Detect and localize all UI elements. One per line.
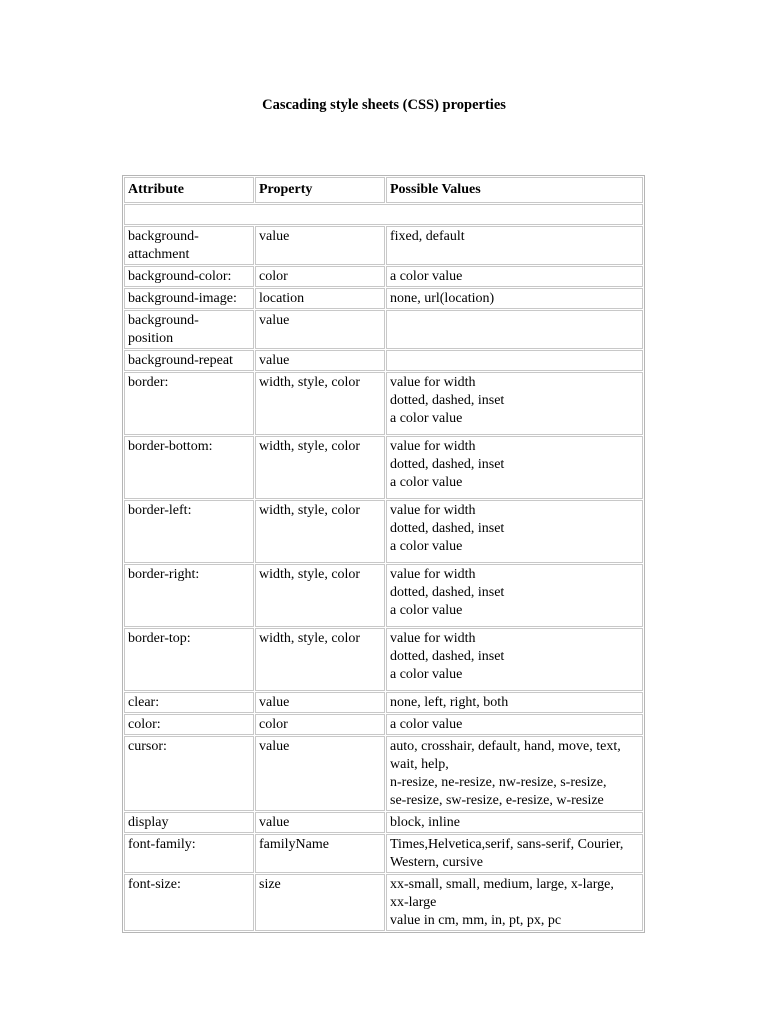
property-cell: value [255,310,385,349]
attribute-cell: clear: [124,692,254,713]
document-title: Cascading style sheets (CSS) properties [262,97,506,113]
possible-values-cell [386,310,643,349]
table-row [124,350,643,371]
table-row [124,310,643,349]
possible-values-cell: auto, crosshair, default, hand, move, text, wait, help, n-resize, ne-resize, nw-resize, s-resize, se-resize, sw-resize, e-resize, w-resize [386,736,643,811]
property-cell: value [255,226,385,265]
possible-values-cell: none, left, right, both [386,692,643,713]
attribute-cell: border-right: [124,564,254,627]
table-row [124,812,643,833]
possible-values-cell: value for width dotted, dashed, inset a color value [386,500,643,563]
property-cell: familyName [255,834,385,873]
attribute-cell: background-repeat [124,350,254,371]
attribute-cell: background- position [124,310,254,349]
property-cell: value [255,692,385,713]
property-cell: width, style, color [255,564,385,627]
table-row [124,564,643,627]
attribute-cell: cursor: [124,736,254,811]
attribute-cell: font-size: [124,874,254,931]
attribute-cell: background-image: [124,288,254,309]
possible-values-cell: value for width dotted, dashed, inset a color value [386,628,643,691]
table-row [124,226,643,265]
possible-values-cell: a color value [386,266,643,287]
property-cell: width, style, color [255,628,385,691]
property-cell: color [255,266,385,287]
possible-values-cell: value for width dotted, dashed, inset a color value [386,372,643,435]
possible-values-cell: value for width dotted, dashed, inset a color value [386,564,643,627]
property-cell: width, style, color [255,372,385,435]
attribute-cell: border-top: [124,628,254,691]
property-cell: width, style, color [255,500,385,563]
table-row [124,834,643,873]
possible-values-cell: value for width dotted, dashed, inset a color value [386,436,643,499]
css-properties-table [122,175,645,933]
possible-values-cell: xx-small, small, medium, large, x-large, xx-large value in cm, mm, in, pt, px, pc [386,874,643,931]
column-header-property: Property [255,177,385,203]
possible-values-cell: fixed, default [386,226,643,265]
attribute-cell: color: [124,714,254,735]
table-row [124,736,643,811]
table-spacer-row [124,204,643,225]
attribute-cell: font-family: [124,834,254,873]
table-row [124,500,643,563]
possible-values-cell: Times,Helvetica,serif, sans-serif, Courier, Western, cursive [386,834,643,873]
possible-values-cell [386,350,643,371]
column-header-attribute: Attribute [124,177,254,203]
table-row [124,266,643,287]
table-row [124,628,643,691]
column-header-possible-values: Possible Values [386,177,643,203]
attribute-cell: border-bottom: [124,436,254,499]
table-row [124,874,643,931]
possible-values-cell: a color value [386,714,643,735]
attribute-cell: background-color: [124,266,254,287]
property-cell: location [255,288,385,309]
attribute-cell: background- attachment [124,226,254,265]
property-cell: width, style, color [255,436,385,499]
attribute-cell: display [124,812,254,833]
table-row [124,714,643,735]
property-cell: color [255,714,385,735]
property-cell: value [255,736,385,811]
table-row [124,436,643,499]
attribute-cell: border: [124,372,254,435]
table-row [124,692,643,713]
attribute-cell: border-left: [124,500,254,563]
spacer-cell [124,204,643,225]
table-row [124,288,643,309]
property-cell: value [255,350,385,371]
property-cell: value [255,812,385,833]
property-cell: size [255,874,385,931]
table-header-row [124,177,643,203]
table-row [124,372,643,435]
possible-values-cell: none, url(location) [386,288,643,309]
possible-values-cell: block, inline [386,812,643,833]
